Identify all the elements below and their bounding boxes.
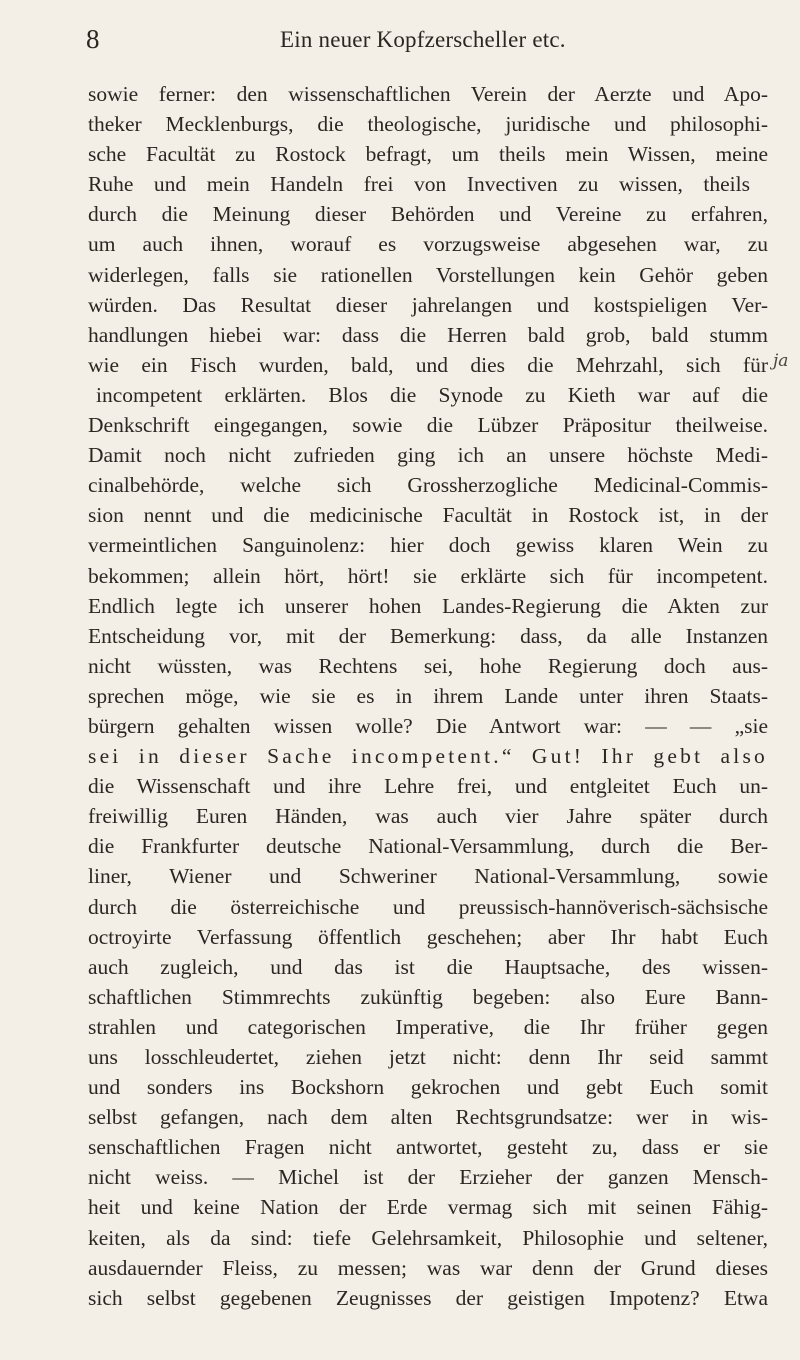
text-line: sprechen möge, wie sie es in ihrem Lande unter ihren Staats- [88, 683, 768, 708]
text-line: durch die Meinung dieser Behörden und Vereine zu erfahren, [88, 202, 768, 227]
text-line: bürgern gehalten wissen wolle? Die Antwort war: — — „sie [88, 713, 768, 738]
text-line: ausdauernder Fleiss, zu messen; was war denn der Grund dieses [88, 1255, 768, 1280]
text-line: widerlegen, falls sie rationellen Vorstellungen kein Gehör geben [88, 262, 768, 287]
text-line: schaftlichen Stimmrechts zukünftig begeben: also Eure Bann- [88, 984, 768, 1009]
text-line: durch die österreichische und preussisch-hannöverisch-sächsische [88, 894, 768, 919]
text-line: senschaftlichen Fragen nicht antwortet, gesteht zu, dass er sie [88, 1135, 768, 1160]
text-line: cinalbehörde, welche sich Grossherzogliche Medicinal-Commis- [88, 473, 768, 498]
text-line: bekommen; allein hört, hört! sie erklärte sich für incompetent. [88, 563, 768, 588]
running-title: Ein neuer Kopfzerscheller etc. [280, 27, 566, 52]
page-number: 8 [86, 24, 100, 54]
text-line: um auch ihnen, worauf es vorzugsweise abgesehen war, zu [88, 232, 768, 257]
text-line: sich selbst gegebenen Zeugnisses der geistigen Impotenz? Etwa [88, 1285, 768, 1310]
text-line: Denkschrift eingegangen, sowie die Lübzer Präpositur theilweise. [88, 413, 768, 438]
text-line: liner, Wiener und Schweriner National-Versammlung, sowie [88, 864, 768, 889]
text-line: handlungen hiebei war: dass die Herren bald grob, bald stumm [88, 322, 768, 347]
text-line: incompetent erklärten. Blos die Synode zu Kieth war auf die [96, 382, 768, 407]
text-line: Damit noch nicht zufrieden ging ich an unsere höchste Medi- [88, 443, 768, 468]
body-text [88, 79, 768, 1313]
text-line: Ruhe und mein Handeln frei von Invectiven zu wissen, theils [88, 172, 750, 197]
text-line: keiten, als da sind: tiefe Gelehrsamkeit, Philosophie und seltener, [88, 1225, 768, 1250]
text-line: sei in dieser Sache incompetent.“ Gut! Ihr gebt also [88, 744, 768, 769]
handwritten-margin-note: ja [773, 351, 789, 371]
text-line: Endlich legte ich unserer hohen Landes-Regierung die Akten zur [88, 593, 768, 618]
text-line: uns losschleudertet, ziehen jetzt nicht: denn Ihr seid sammt [88, 1045, 768, 1069]
text-line: und sonders ins Bockshorn gekrochen und gebt Euch somit [88, 1075, 768, 1100]
text-line: die Wissenschaft und ihre Lehre frei, und entgleitet Euch un- [88, 774, 768, 799]
text-line: heit und keine Nation der Erde vermag sich mit seinen Fähig- [88, 1195, 768, 1220]
text-line: strahlen und categorischen Imperative, die Ihr früher gegen [88, 1014, 768, 1039]
running-head [80, 24, 780, 54]
text-line: Entscheidung vor, mit der Bemerkung: dass, da alle Instanzen [88, 623, 768, 648]
text-line: die Frankfurter deutsche National-Versammlung, durch die Ber- [88, 834, 768, 859]
text-line: wie ein Fisch wurden, bald, und dies die Mehrzahl, sich für [88, 352, 768, 377]
text-line: nicht wüssten, was Rechtens sei, hohe Regierung doch aus- [88, 653, 768, 678]
text-line: freiwillig Euren Händen, was auch vier Jahre später durch [88, 804, 768, 829]
text-line: nicht weiss. — Michel ist der Erzieher der ganzen Mensch- [88, 1165, 768, 1190]
text-line: sion nennt und die medicinische Facultät in Rostock ist, in der [88, 503, 768, 528]
text-line: auch zugleich, und das ist die Hauptsache, des wissen- [88, 954, 768, 979]
text-line: sowie ferner: den wissenschaftlichen Verein der Aerzte und Apo- [88, 82, 768, 106]
text-line: octroyirte Verfassung öffentlich geschehen; aber Ihr habt Euch [88, 924, 768, 949]
text-line: würden. Das Resultat dieser jahrelangen und kostspieligen Ver- [88, 292, 768, 317]
text-line: sche Facultät zu Rostock befragt, um theils mein Wissen, meine [88, 142, 768, 167]
text-line: theker Mecklenburgs, die theologische, juridische und philosophi- [88, 112, 768, 137]
text-line: vermeintlichen Sanguinolenz: hier doch gewiss klaren Wein zu [88, 533, 768, 558]
text-line: selbst gefangen, nach dem alten Rechtsgrundsatze: wer in wis- [88, 1105, 768, 1130]
